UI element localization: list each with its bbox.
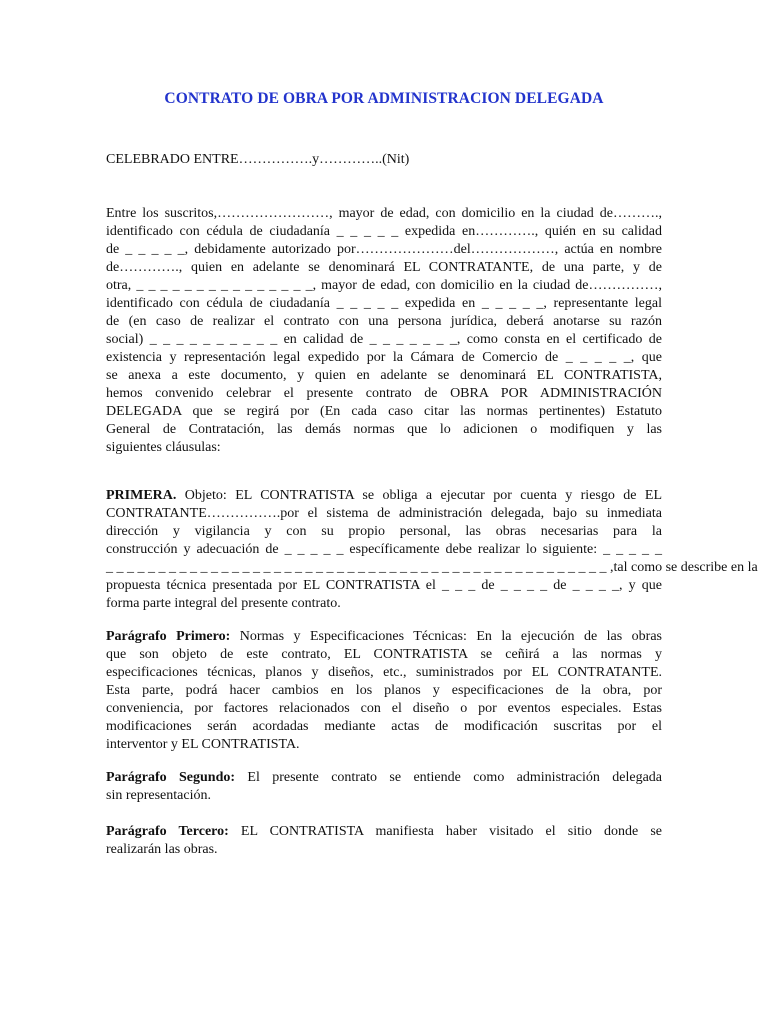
intro-line: General de Contratación, las demás normas que lo adicionen o modifiquen y las [106, 422, 662, 437]
intro-line: otra, _ _ _ _ _ _ _ _ _ _ _ _ _ _ _, mayor de edad, con domicilio en la ciudad de……………, [106, 278, 662, 293]
paragraph-line: sin representación. [106, 788, 211, 803]
paragrafo-tercero [106, 823, 662, 859]
clause-line: construcción y adecuación de _ _ _ _ _ específicamente debe realizar lo siguiente: _ _ _ _ _ [106, 542, 662, 557]
clause-line: dirección y vigilancia y con su propio personal, las obras necesarias para la [106, 524, 662, 539]
clause-line: forma parte integral del presente contrato. [106, 596, 341, 611]
celebrado-line: CELEBRADO ENTRE…………….y…………..(Nit) [106, 152, 410, 167]
intro-line: identificado con cédula de ciudadanía _ _ _ _ _ expedida en…………., quién en su calidad [106, 224, 662, 239]
paragraph-line: interventor y EL CONTRATISTA. [106, 737, 300, 752]
paragrafo-segundo-label: Parágrafo Segundo: [106, 770, 236, 785]
clause-line: propuesta técnica presentada por EL CONTRATISTA el _ _ _ de _ _ _ _ de _ _ _ _, y que [106, 578, 662, 593]
intro-line: DELEGADA que se regirá por (En cada caso citar las normas pertinentes) Estatuto [106, 404, 662, 419]
paragraph-line: modificaciones serán acordadas mediante actas de modificación suscritas por el [106, 719, 662, 734]
paragrafo-primero [106, 628, 662, 754]
paragraph-line [106, 823, 662, 841]
paragraph-line [106, 628, 662, 646]
paragraph-line: realizarán las obras. [106, 842, 218, 857]
clause-line: _ _ _ _ _ _ _ _ _ _ _ _ _ _ _ _ _ _ _ _ _ _ _ _ _ _ _ _ _ _ _ _ _ _ _ _ _ _ _ _ _ _ _ _ _ _ _ _ ,tal como se describe en la [106, 560, 758, 575]
intro-line: Entre los suscritos,……………………, mayor de edad, con domicilio en la ciudad de………., [106, 206, 662, 221]
paragraph-line: especificaciones técnicas, planos y diseños, etc., suministrados por EL CONTRATANTE. [106, 665, 662, 680]
intro-line: se anexa a este documento, y quien en adelante se denominará EL CONTRATISTA, [106, 368, 662, 383]
intro-paragraph [106, 205, 662, 457]
paragraph-line: Esta parte, podrá hacer cambios en los planos y especificaciones de la obra, por [106, 683, 662, 698]
intro-line: hemos convenido celebrar el presente contrato de OBRA POR ADMINISTRACIÓN [106, 386, 662, 401]
paragraph-line: que son objeto de este contrato, EL CONTRATISTA se ceñirá a las normas y [106, 647, 662, 662]
intro-line: de _ _ _ _ _, debidamente autorizado por…………………del………………, actúa en nombre [106, 242, 662, 257]
paragraph-text: Normas y Especificaciones Técnicas: En la ejecución de las obras [230, 629, 663, 644]
clause-line [106, 487, 662, 505]
paragraph-text: EL CONTRATISTA manifiesta haber visitado el sitio donde se [228, 824, 662, 839]
paragraph-text: El presente contrato se entiende como administración delegada [235, 770, 662, 785]
clause-line: CONTRATANTE…………….por el sistema de administración delegada, bajo su inmediata [106, 506, 662, 521]
intro-line: de…………., quien en adelante se denominará EL CONTRATANTE, de una parte, y de [106, 260, 662, 275]
clause-text: Objeto: EL CONTRATISTA se obliga a ejecutar por cuenta y riesgo de EL [176, 488, 662, 503]
clause-primera [106, 487, 758, 613]
paragrafo-segundo [106, 769, 662, 805]
intro-line: social) _ _ _ _ _ _ _ _ _ _ en calidad de _ _ _ _ _ _ _, como consta en el certificado de [106, 332, 662, 347]
paragraph-line [106, 769, 662, 787]
paragraph-line: conveniencia, por factores relacionados con el diseño o por eventos especiales. Estas [106, 701, 662, 716]
paragrafo-tercero-label: Parágrafo Tercero: [106, 824, 229, 839]
intro-line: siguientes cláusulas: [106, 440, 221, 455]
clause-primera-label: PRIMERA. [106, 488, 177, 503]
intro-line: identificado con cédula de ciudadanía _ _ _ _ _ expedida en _ _ _ _ _, representante legal [106, 296, 662, 311]
document-title: CONTRATO DE OBRA POR ADMINISTRACION DELEGADA [164, 90, 604, 107]
intro-line: de (en caso de realizar el contrato con una persona jurídica, deberá anotarse su razón [106, 314, 662, 329]
intro-line: existencia y representación legal expedido por la Cámara de Comercio de _ _ _ _ _, que [106, 350, 662, 365]
paragrafo-primero-label: Parágrafo Primero: [106, 629, 231, 644]
